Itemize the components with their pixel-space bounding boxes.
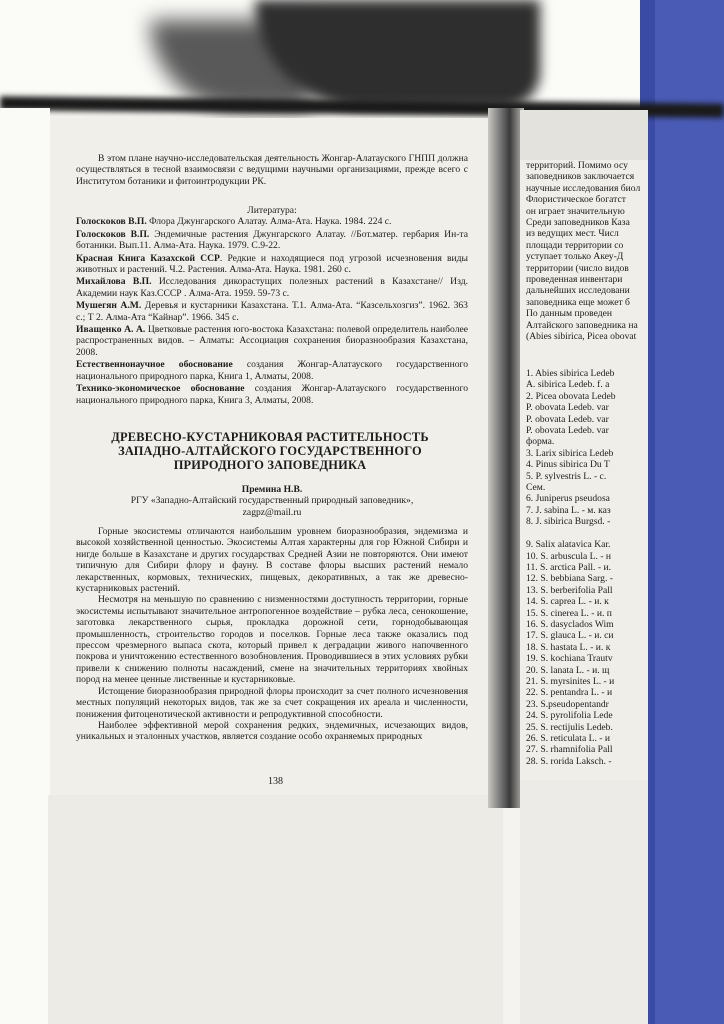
author-affiliation: РГУ «Западно-Алтайский государственный природный заповедник», [130,495,414,507]
text-line: научные исследования биол [526,182,641,194]
left-page-bottom [48,795,503,1024]
right-page-species-list [526,368,648,767]
reference-author: Естественнонаучное обоснование [76,359,233,371]
text-line: 1. Abies sibirica Ledeb [526,368,615,379]
body-paragraph: Наиболее эффективной мерой сохранения редких, эндемичных, исчезающих видов, уникальных и эталонных участков, является создание особо охраняемых природных [76,719,468,743]
reference-entry [76,324,468,358]
book-gutter [488,108,524,808]
reference-entry [76,300,468,323]
text-line: 3. Larix sibirica Ledeb [526,447,614,459]
reference-author: Голоскоков В.П. [76,216,147,228]
blue-background-band-inner [655,0,724,1024]
right-page-bottom [520,780,648,1024]
text-line: A. sibirica Ledeb. f. a [526,379,610,391]
reference-entry [76,359,468,382]
reference-text: Исследования дикорастущих полезных растений в Казахстане// Изд. Академии наук Каз.СССР . Алма-Ата. 1959. 59-73 с. [76,276,468,299]
references-list [76,216,468,406]
reference-author: Михайлова В.П. [76,276,152,288]
text-line: территорий. Помимо осу [526,160,628,171]
author-name: Премина Н.В. [241,484,303,495]
text-line: 7. J. sabina L. - м. каз [526,504,611,516]
literature-heading: Литература: [247,205,297,216]
text-line: 6. Juniperus pseudosa [526,493,610,505]
reference-author: Красная Книга Казахской ССР [76,252,220,264]
reference-entry [76,253,468,276]
text-line: 5. P. sylvestris L. - с. [526,470,607,482]
reference-text: Деревья и кустарники Казахстана. Т.1. Алма-Ата. “Казсельхозгиз”. 1962. 363 с.; Т 2. Алма-Ата “Кайнар”. 1966. 345 с. [76,300,468,323]
text-line: 19. S. kochiana Trautv [526,653,613,665]
text-line: 13. S. berberifolia Pall [526,584,613,596]
reference-text: создания Жонгар-Алатауского государственного национального природного парка, Книга 3, Алматы, 2008. [76,383,468,406]
text-line: 15. S. cinerea L. - и. п [526,607,612,619]
text-line: 27. S. rhamnifolia Pall [526,744,613,756]
text-line: 11. S. arctica Pall. - и. [526,561,611,573]
reference-entry [76,229,468,252]
text-line: проведенная инвентари [526,274,623,286]
body-paragraph: Истощение биоразнообразия природной флоры происходит за счет полного исчезновения местных популяций некоторых видов, так же за счет сокращения их ареала и численности, понижения фитоценотической активности и репродуктивной способности. [76,685,468,720]
article-title: ДРЕВЕСНО-КУСТАРНИКОВАЯ РАСТИТЕЛЬНОСТЬ ЗАПАДНО-АЛТАЙСКОГО ГОСУДАРСТВЕННОГО ПРИРОДНОГО ЗАПОВЕДНИКА [111,430,429,472]
text-line: 21. S. myrsinites L. - и [526,675,615,687]
text-line: 28. S. rorida Laksch. - [526,755,612,767]
text-line: форма. [526,436,555,448]
text-line: он играет значительную [526,205,625,217]
text-line: Флористическое богатст [526,194,626,206]
reference-entry [76,383,468,406]
text-line: 8. J. sibirica Burgsd. - [526,516,611,528]
page-number: 138 [268,776,283,787]
text-line: P. obovata Ledeb. var [526,402,609,414]
text-line: 4. Pinus sibirica Du T [526,459,610,471]
text-line: дальнейших исследовани [526,285,630,297]
reference-entry [76,276,468,299]
right-page-intro [526,160,648,343]
text-line: P. obovata Ledeb. var [526,425,609,437]
references-block [76,205,468,407]
text-line: 16. S. dasyclados Wim [526,618,614,630]
text-line: По данным проведен [526,308,613,320]
text-line: площади территории со [526,239,624,251]
text-line: заповедников заключается [526,171,635,183]
body-paragraph: Горные экосистемы отличаются наибольшим уровнем биоразнообразия, эндемизма и высокой хозяйственной ценностью. Экосистемы Алтая характерны для гор Южной Сибири и нигде больше в Казахстане и других государствах Средней Азии не повторяются. Они имеют типичную для Сибири флору и фауну. В составе флоры высших растений немало лекарственных, кормовых, технических, пищевых, декоративных, а так же древесно-кустарниковых растений. [76,526,468,595]
author-email: zagpz@mail.ru [242,506,302,518]
text-line: 10. S. arbuscula L. - н [526,550,612,562]
reference-author: Голоскоков В.П. [76,228,150,240]
text-line: 14. S. caprea L. - и. к [526,596,609,608]
text-line: 25. S. rectijulis Ledeb. [526,721,613,733]
reference-author: Мушегян А.М. [76,300,142,312]
text-line: P. obovata Ledeb. var [526,413,609,425]
author-block [76,484,468,518]
text-line: Алтайского заповедника на [526,319,638,331]
text-line: (Abies sibirica, Picea obovat [526,331,637,343]
text-line: 2. Picea obovata Ledeb [526,390,616,402]
text-line: 18. S. hastata L. - и. к [526,641,611,653]
text-line: 26. S. reticulata L. - и [526,733,610,744]
text-line: заповедника еще может б [526,296,630,308]
text-line: 24. S. pyrolifolia Lede [526,710,613,722]
left-page-intro [76,153,468,187]
text-line: 9. Salix alatavica Kar. [526,539,611,551]
reference-author: Технико-экономическое обоснование [76,383,245,395]
text-line: Среди заповедников Каза [526,217,630,229]
text-line: 22. S. pentandra L. - и [526,687,613,699]
text-line: уступает только Акеу-Д [526,251,624,263]
text-line: 12. S. bebbiana Sarg. - [526,573,613,585]
text-line: 20. S. lanata L. - и. щ [526,664,610,676]
text-line [526,528,648,539]
reference-text: . Редкие и находящиеся под угрозой исчезновения виды животных и растений. Ч.2. Растения. Алма-Ата. Наука. 1981. 260 с. [76,252,468,276]
text-line: 17. S. glauca L. - и. си [526,630,614,642]
reference-text: Цветковые растения юго-востока Казахстана: полевой определитель наиболее распространенных видов. – Алматы: Ассоциация сохранения биоразнообразия Казахстана, 2008. [76,324,468,358]
article-body [76,526,468,743]
reference-text: Флора Джунгарского Алатау. Алма-Ата. Наука. 1984. 224 с. [146,216,392,228]
body-paragraph: Несмотря на меньшую по сравнению с низменностями доступность территории, горные экосистемы испытывают значительное антропогенное воздействие – рубка леса, сенокошение, заготовка лекарственного сырья, прокладка дорожной сети, горнодобывающая промышленность, строительство городов и поселков. Горные леса также оказались под прессом чрезмерного выпаса скота, который привел к деградации живого напочвенного покрова и уничтожению естественного возобновления. Проводившиеся в этих условиях рубки привели к снижению полноты насаждений, смене на значительных территориях хвойных пород на менее ценные лиственные и кустарниковые. [76,594,468,686]
intro-paragraph: В этом плане научно-исследовательская деятельность Жонгар-Алатауского ГНПП должна осуществляться в тесной взаимосвязи с ведущими научными организациями, прежде всего с Институтом ботаники и фитоинтродукции РК. [76,153,468,187]
text-line: Сем. [526,482,546,494]
left-margin [0,108,50,1024]
reference-text: Эндемичные растения Джунгарского Алатау. //Бот.матер. гербария Ин-та ботаники. Вып.11. Алма-Ата. Наука. 1979. С.9-22. [76,228,469,252]
reference-author: Иващенко А. А. [76,324,146,336]
reference-entry [76,216,468,227]
text-line: 23. S.pseudopentandr [526,698,609,710]
text-line: территории (число видов [526,262,629,274]
article-title-block [90,430,450,472]
reference-text: создания Жонгар-Алатауского государственного национального природного парка, Книга 1, Алматы, 2008. [76,359,469,382]
text-line: из ведущих мест. Числ [526,228,619,240]
right-page-top [520,110,648,165]
